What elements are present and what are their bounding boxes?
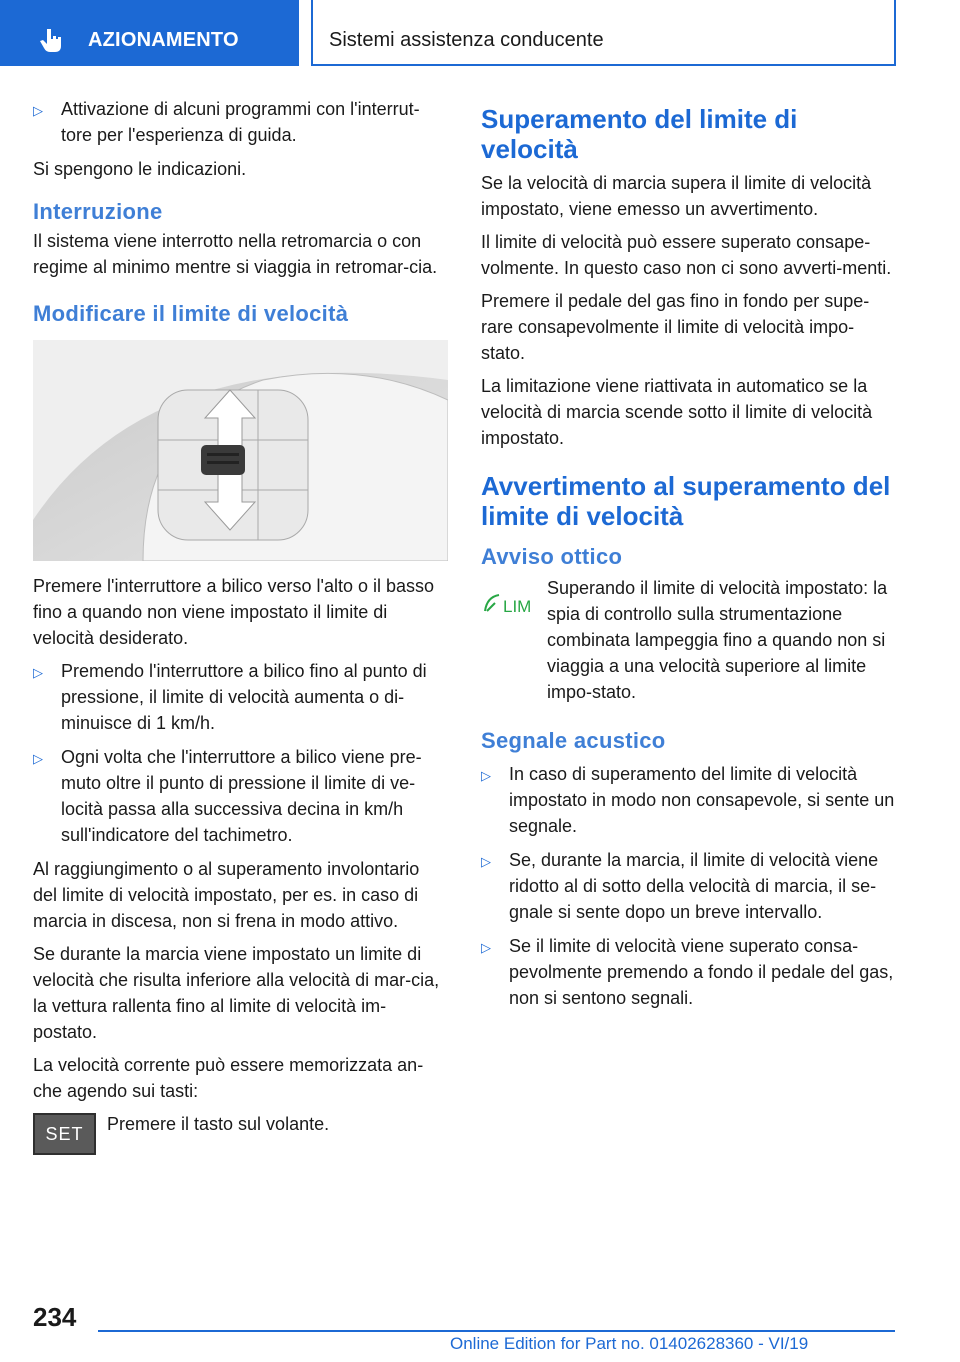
triangle-bullet-icon: ▷ bbox=[33, 751, 43, 766]
list-item: ▷ Attivazione di alcuni programmi con l'interrut-tore per l'esperienza di guida. bbox=[33, 99, 420, 145]
triangle-bullet-icon: ▷ bbox=[33, 665, 43, 680]
list-item: ▷ Premendo l'interruttore a bilico fino al punto di pressione, il limite di velocità aumenta o di-minuisce di 1 km/h. bbox=[33, 661, 427, 733]
set-button-row bbox=[33, 1111, 448, 1171]
heading-avviso-ottico: Avviso ottico bbox=[481, 544, 623, 569]
paragraph: Si spengono le indicazioni. bbox=[33, 159, 247, 179]
paragraph: Al raggiungimento o al superamento involontario del limite di velocità impostato, per es. in caso di marcia in discesa, non si frena in modo attivo. bbox=[33, 859, 420, 931]
heading-superamento: Superamento del limite di velocità bbox=[481, 104, 798, 164]
paragraph: Superando il limite di velocità impostato: la spia di controllo sulla strumentazione combinata lampeggia fino a quando non si viaggia a una velocità superiore al limite impo-stato. bbox=[547, 578, 888, 702]
list-item: ▷ Se, durante la marcia, il limite di velocità viene ridotto al di sotto della velocità di marcia, il se-gnale si sente dopo un breve intervallo. bbox=[481, 850, 879, 922]
heading-modificare: Modificare il limite di velocità bbox=[33, 301, 349, 326]
page-number: 234 bbox=[33, 1302, 77, 1332]
triangle-bullet-icon: ▷ bbox=[481, 854, 491, 869]
chapter-title: Sistemi assistenza conducente bbox=[329, 29, 604, 51]
section-label: AZIONAMENTO bbox=[88, 29, 239, 51]
paragraph: Se la velocità di marcia supera il limite di velocità impostato, viene emesso un avvertimento. bbox=[481, 173, 872, 219]
left-column bbox=[33, 96, 448, 1171]
chapter-header bbox=[311, 0, 896, 66]
paragraph: La velocità corrente può essere memorizzata an-che agendo sui tasti: bbox=[33, 1055, 424, 1101]
paragraph: Il sistema viene interrotto nella retromarcia o con regime al minimo mentre si viaggia in retromar-cia. bbox=[33, 231, 438, 277]
paragraph: Se durante la marcia viene impostato un limite di velocità che risulta inferiore alla velocità di mar-cia, la vettura rallenta fino al limite di velocità im-postato. bbox=[33, 944, 440, 1042]
edition-link[interactable]: Online Edition for Part no. 01402628360 - VI/19 bbox=[450, 1334, 809, 1353]
steering-wheel-photo bbox=[33, 340, 448, 561]
list-item: ▷ Se il limite di velocità viene superato consa-pevolmente premendo a fondo il pedale del gas, non si sentono segnali. bbox=[481, 936, 894, 1008]
lim-warning-row bbox=[481, 575, 895, 705]
hand-pointer-icon bbox=[38, 26, 66, 54]
paragraph: Premere il pedale del gas fino in fondo per supe-rare consapevolmente il limite di velocità impo-stato. bbox=[481, 291, 870, 363]
set-button-icon: SET bbox=[33, 1113, 96, 1155]
paragraph: La limitazione viene riattivata in automatico se la velocità di marcia scende sotto il limite di velocità impostato. bbox=[481, 376, 873, 448]
speed-limit-warning-icon: LIM bbox=[481, 591, 541, 621]
paragraph: Premere l'interruttore a bilico verso l'alto o il basso fino a quando non viene impostato il limite di velocità desiderato. bbox=[33, 576, 435, 648]
heading-segnale-acustico: Segnale acustico bbox=[481, 728, 666, 753]
paragraph: Premere il tasto sul volante. bbox=[107, 1114, 330, 1134]
footer-divider bbox=[98, 1330, 895, 1332]
paragraph: Il limite di velocità può essere superato consape-volmente. In questo caso non ci sono avverti-menti. bbox=[481, 232, 892, 278]
section-tab bbox=[0, 0, 299, 66]
triangle-bullet-icon: ▷ bbox=[481, 940, 491, 955]
list-item: ▷ Ogni volta che l'interruttore a bilico viene pre-muto oltre il punto di pressione il limite di ve-locità passa alla successiva decina in km/h sull'indicatore del tachimetro. bbox=[33, 747, 422, 845]
heading-avvertimento: Avvertimento al superamento del limite di velocità bbox=[481, 471, 891, 531]
heading-interruzione: Interruzione bbox=[33, 199, 163, 224]
triangle-bullet-icon: ▷ bbox=[481, 768, 491, 783]
triangle-bullet-icon: ▷ bbox=[33, 103, 43, 118]
list-item: ▷ In caso di superamento del limite di velocità impostato in modo non consapevole, si sente un segnale. bbox=[481, 764, 895, 836]
right-column bbox=[481, 104, 895, 1019]
